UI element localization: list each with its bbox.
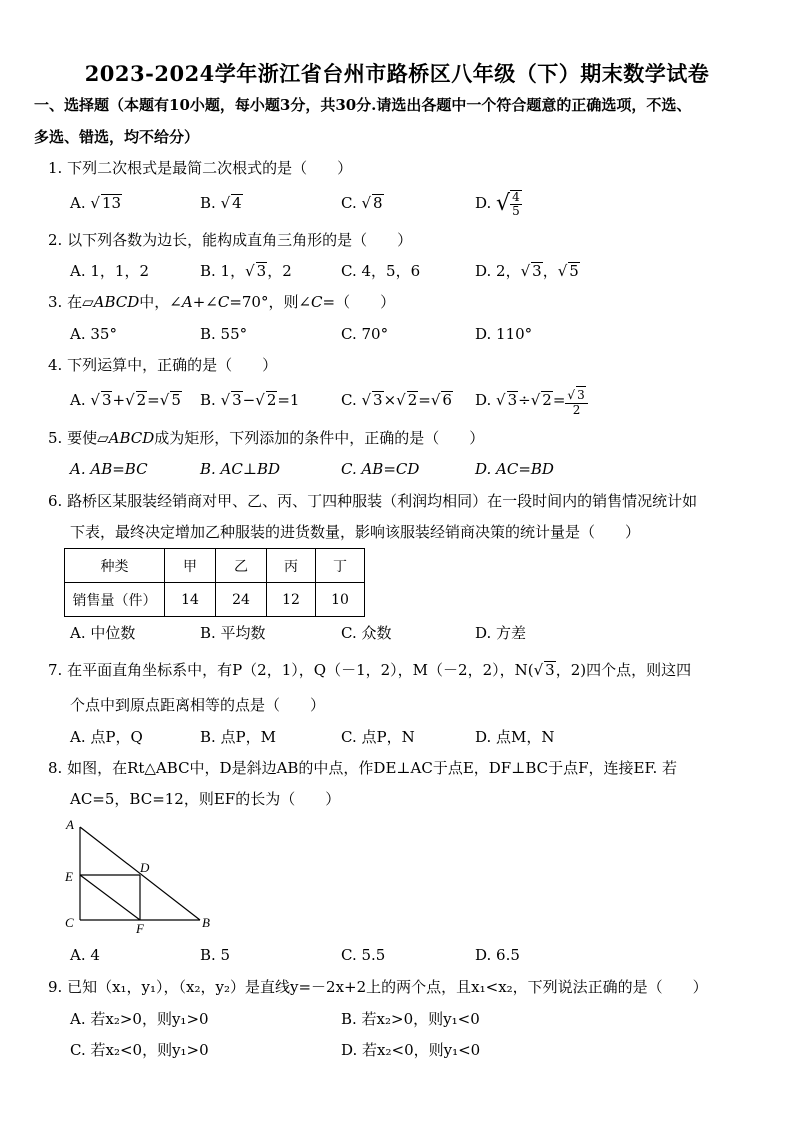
label-f: F [136,921,144,936]
table-header-cell: 种类 [65,549,165,583]
table-header-cell: 丁 [316,549,365,583]
q5-option-c: C. AB=CD [341,460,420,478]
q2-option-d: D. 2，√ 3，√ 5 [475,262,579,280]
q8-option-c: C. 5.5 [341,946,386,964]
q9-option-d: D. 若x₂<0，则y₁<0 [341,1041,481,1059]
table-cell: 14 [165,583,216,617]
q1-stem: 1. 下列二次根式是最简二次根式的是（ ） [48,159,353,177]
q7-option-a: A. 点P，Q [70,728,143,746]
q5-stem: 5. 要使▱ABCD成为矩形，下列添加的条件中，正确的是（ ） [48,429,485,447]
label-b: B [202,915,210,930]
triangle-figure [60,815,220,937]
q2-stem: 2. 以下列各数为边长，能构成直角三角形的是（ ） [48,231,413,249]
page-title: 2023-2024学年浙江省台州市路桥区八年级（下）期末数学试卷 [84,61,710,86]
q5-option-a: A. AB=BC [70,460,148,478]
q1-option-a: A. √ 13 [70,194,122,212]
q6-option-b: B. 平均数 [200,624,266,642]
section-1-heading-line2: 多选、错选，均不给分） [34,128,200,146]
q6-option-a: A. 中位数 [70,624,136,642]
sales-table [64,548,365,617]
q4-option-d: D. √ 3÷√ 2= $\frac{√ 3}{2}$ [475,385,588,417]
q3-option-c: C. 70° [341,325,389,343]
table-header-cell: 甲 [165,549,216,583]
q4-option-a: A. √ 3+√ 2=√ 5 [70,391,181,409]
table-header-cell: 丙 [267,549,316,583]
q9-option-b: B. 若x₂>0，则y₁<0 [341,1010,480,1028]
q8-option-d: D. 6.5 [475,946,520,964]
q8-stem-line1: 8. 如图，在Rt△ABC中，D是斜边AB的中点，作DE⊥AC于点E，DF⊥BC于点F，连接EF. 若 [48,759,678,777]
q6-stem-line1: 6. 路桥区某服装经销商对甲、乙、丙、丁四种服装（利润均相同）在一段时间内的销售情况统计如 [48,492,698,510]
q9-option-a: A. 若x₂>0，则y₁>0 [70,1010,209,1028]
table-cell: 12 [267,583,316,617]
q8-option-a: A. 4 [70,946,100,964]
label-c: C [65,915,74,930]
q2-option-b: B. 1，√ 3，2 [200,262,292,280]
table-row [65,583,365,617]
label-e: E [65,869,73,884]
segment-ef [80,875,140,920]
q7-option-b: B. 点P，M [200,728,277,746]
label-d: D [140,860,150,875]
q3-option-d: D. 110° [475,325,533,343]
q6-option-c: C. 众数 [341,624,392,642]
q4-option-c: C. √ 3×√ 2=√ 6 [341,391,452,409]
q5-option-d: D. AC=BD [475,460,554,478]
q1-option-c: C. √ 8 [341,194,383,212]
q9-stem: 9. 已知（x₁，y₁），（x₂，y₂）是直线y=－2x+2上的两个点，且x₁<x₂，下列说法正确的是（ ） [48,978,708,996]
q6-option-d: D. 方差 [475,624,527,642]
q2-option-a: A. 1，1，2 [70,262,149,280]
q8-option-b: B. 5 [200,946,231,964]
label-a: A [66,817,74,832]
q7-stem-line2: 个点中到原点距离相等的点是（ ） [70,696,326,714]
q3-option-a: A. 35° [70,325,117,343]
q3-stem: 3. 在▱ABCD中，∠A+∠C=70°，则∠C=（ ） [48,293,396,311]
table-cell: 24 [216,583,267,617]
table-cell: 10 [316,583,365,617]
table-header-cell: 乙 [216,549,267,583]
q6-stem-line2: 下表，最终决定增加乙种服装的进货数量，影响该服装经销商决策的统计量是（ ） [70,523,641,541]
table-cell: 销售量（件） [65,583,165,617]
q4-option-b: B. √ 3−√ 2=1 [200,391,300,409]
q2-option-c: C. 4，5，6 [341,262,421,280]
table-header-row [65,549,365,583]
q7-option-c: C. 点P，N [341,728,415,746]
q4-stem: 4. 下列运算中，正确的是（ ） [48,356,278,374]
q8-stem-line2: AC=5，BC=12，则EF的长为（ ） [70,790,341,808]
q1-option-b: B. √ 4 [200,194,242,212]
q3-option-b: B. 55° [200,325,248,343]
q7-option-d: D. 点M，N [475,728,555,746]
q5-option-b: B. AC⊥BD [200,460,281,478]
section-1-heading-line1: 一、选择题（本题有10小题，每小题3分，共30分.请选出各题中一个符合题意的正确选项，不选、 [34,96,692,114]
q1-option-d: D. √ $\frac{4}{5}$ [475,190,520,218]
q9-option-c: C. 若x₂<0，则y₁>0 [70,1041,209,1059]
q7-stem-line1: 7. 在平面直角坐标系中，有P（2，1），Q（－1，2），M（－2，2），N(√ 3，2)四个点，则这四 [48,661,692,679]
